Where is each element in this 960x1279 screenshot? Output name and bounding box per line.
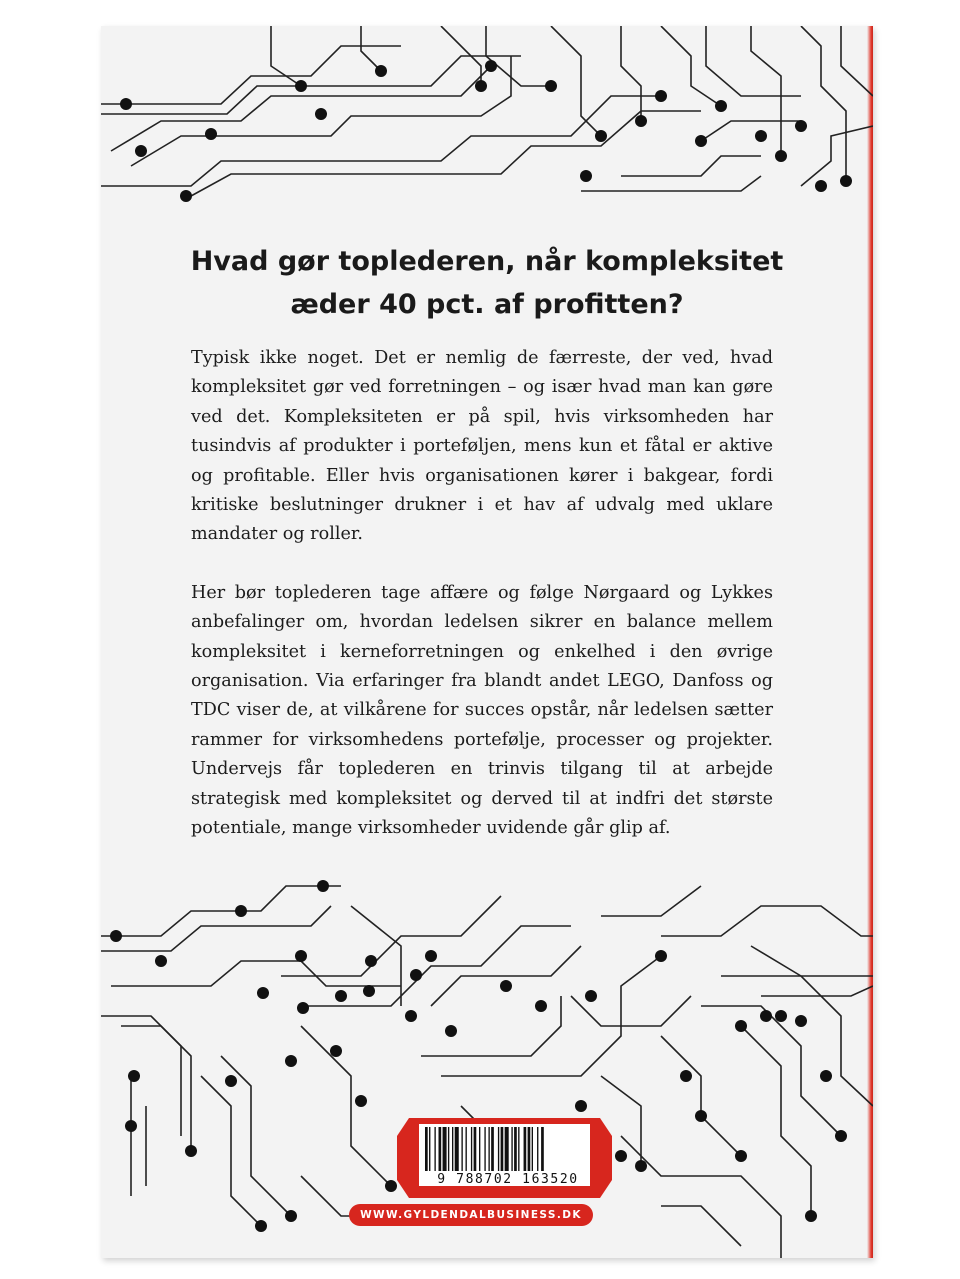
circuit-pattern-top [101, 26, 873, 206]
book-back-cover [101, 26, 873, 1258]
headline-line-2: æder 40 pct. af profitten? [290, 289, 684, 320]
headline [101, 240, 873, 326]
blurb-text [191, 344, 773, 873]
blurb-paragraph-2: Her bør toplederen tage affære og følge Nørgaard og Lykkes anbefalinger om, hvordan ledelsen sikrer en balance mellem kompleksitet i kerneforretningen og enkelhed i den øvrige organisation. Via erfaringer fra blandt andet LEGO, Danfoss og TDC viser de, at vilkårene for succes opstår, når ledelsen sætter rammer for virksomhedens portefølje, processer og projekter. Undervejs får toplederen en trinvis tilgang til at arbejde strategisk med kompleksitet og derved til at indfri det største potentiale, mange virksomheder uvidende går glip af. [191, 582, 773, 839]
headline-line-1: Hvad gør toplederen, når kompleksitet [190, 246, 784, 277]
blurb-paragraph-1: Typisk ikke noget. Det er nemlig de færreste, der ved, hvad kompleksitet gør ved forretningen – og især hvad man kan gøre ved det. Kompleksiteten er på spil, hvis virksomheden har tusindvis af produkter i porteføljen, mens kun et fåtal er aktive og profitable. Eller hvis organisationen kører i bakgear, fordi kritiske beslutninger drukner i et hav af udvalg med uklare mandater og roller. [191, 348, 773, 545]
publisher-website: WWW.GYLDENDALBUSINESS.DK [349, 1204, 593, 1226]
isbn-number: 9 788702 163520 [437, 1172, 579, 1187]
circuit-pattern-bottom [101, 876, 873, 1258]
